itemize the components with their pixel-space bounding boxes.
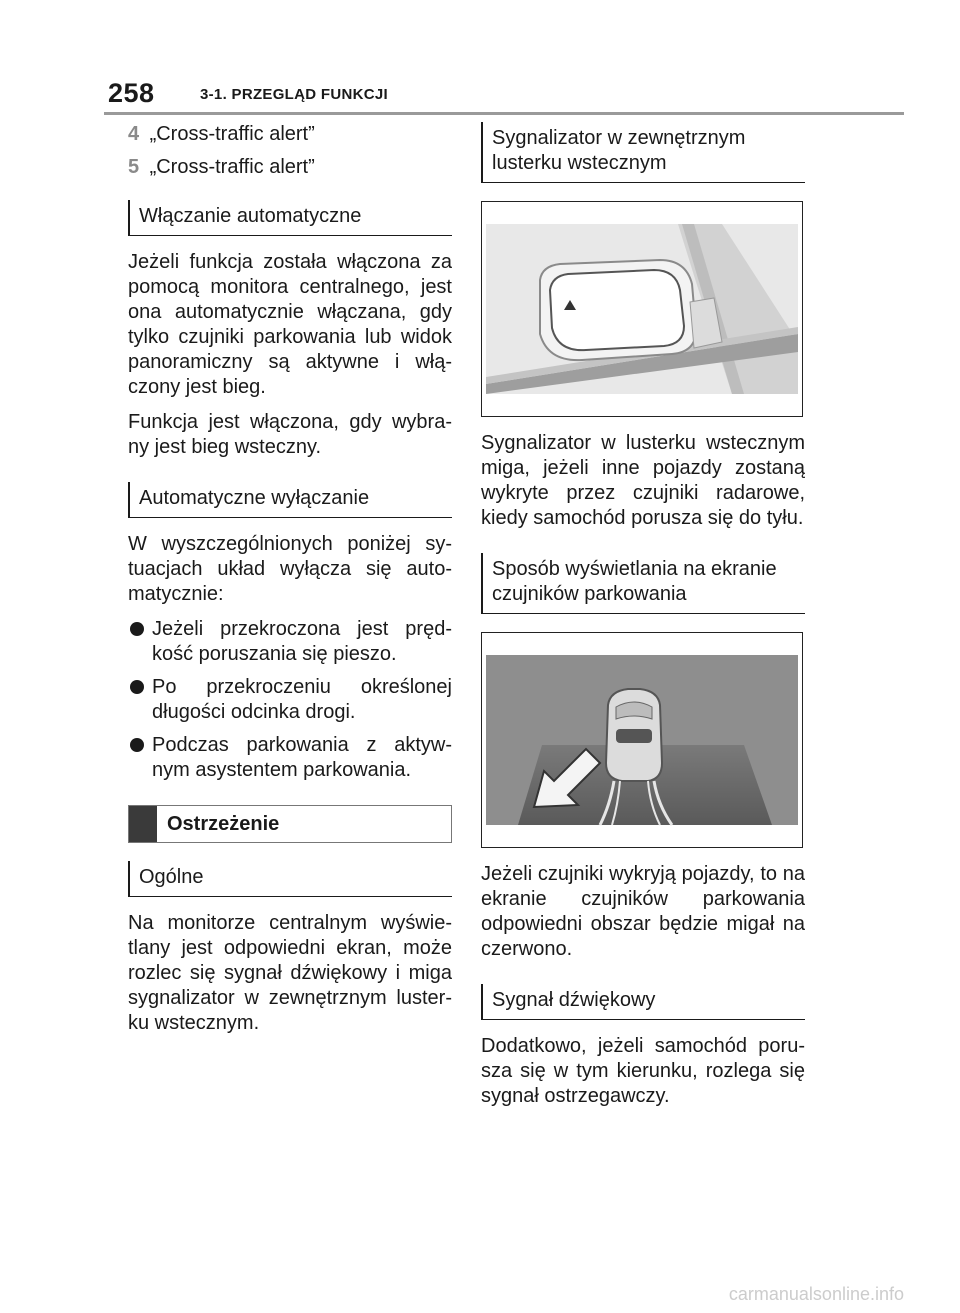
heading-mirror: Sygnalizator w zewnętrznym lusterku wstecznym [481, 122, 805, 183]
mirror-image [482, 202, 802, 416]
bullet-item: Jeżeli przekroczona jest pręd-kość poruszania się pieszo. [128, 617, 452, 667]
heading-display: Sposób wyświetlania na ekranie czujników parkowania [481, 553, 805, 614]
bullet-item: Podczas parkowania z aktyw-nym asystentem parkowania. [128, 733, 452, 783]
watermark-text: carmanualsonline.info [728, 1284, 904, 1304]
page-header [104, 74, 904, 114]
heading-auto-off: Automatyczne wyłączanie [128, 482, 452, 518]
mirror-illustration [481, 201, 803, 417]
bullet-dot-icon [130, 622, 144, 636]
item-text: „Cross-traffic alert” [149, 156, 315, 178]
mirror-paragraph: Sygnalizator w lusterku wstecznym miga, jeżeli inne pojazdy zostaną wykryte przez czujniki radarowe, kiedy samochód porusza się do tyłu. [481, 432, 805, 529]
heading-general: Ogólne [128, 861, 452, 897]
heading-sound: Sygnał dźwiękowy [481, 984, 805, 1020]
heading-auto-on: Włączanie automatyczne [128, 200, 452, 236]
item-text: „Cross-traffic alert” [149, 123, 315, 145]
parking-screen-image [482, 633, 802, 847]
left-column [128, 122, 452, 1046]
auto-on-paragraph-1: Jeżeli funkcja została włączona za pomocą monitora centralnego, jest ona automatycznie włączana, gdy tylko czujniki parkowania lub widok panoramiczny są aktywne i włą-czony jest bieg. [128, 251, 452, 398]
warning-mark [129, 806, 157, 842]
display-paragraph: Jeżeli czujniki wykryją pojazdy, to na ekranie czujników parkowania odpowiedni obszar będzie migał na czerwono. [481, 863, 805, 960]
list-item-5 [128, 155, 452, 180]
general-paragraph: Na monitorze centralnym wyświe-tlany jest odpowiedni ekran, może rozlec się sygnał dźwiękowy i miga sygnalizator w zewnętrznym luster-ku wstecznym. [128, 912, 452, 1034]
page-number: 258 [108, 78, 155, 108]
bullet-dot-icon [130, 738, 144, 752]
header-rule [104, 112, 904, 115]
sound-paragraph: Dodatkowo, jeżeli samochód poru-sza się w tym kierunku, rozlega się sygnał ostrzegawczy. [481, 1035, 805, 1107]
bullet-dot-icon [130, 680, 144, 694]
warning-box [128, 805, 452, 843]
item-number: 5 [128, 156, 140, 178]
auto-on-paragraph-2: Funkcja jest włączona, gdy wybra-ny jest bieg wsteczny. [128, 411, 452, 458]
list-item-4 [128, 122, 452, 147]
chapter-title: 3-1. PRZEGLĄD FUNKCJI [200, 86, 388, 103]
parking-screen-illustration [481, 632, 803, 848]
right-column [481, 122, 805, 1119]
bullet-item: Po przekroczeniu określonej długości odcinka drogi. [128, 675, 452, 725]
item-number: 4 [128, 123, 140, 145]
auto-off-intro: W wyszczególnionych poniżej sy-tuacjach układ wyłącza się auto-matycznie: [128, 533, 452, 605]
warning-label: Ostrzeżenie [167, 812, 280, 835]
